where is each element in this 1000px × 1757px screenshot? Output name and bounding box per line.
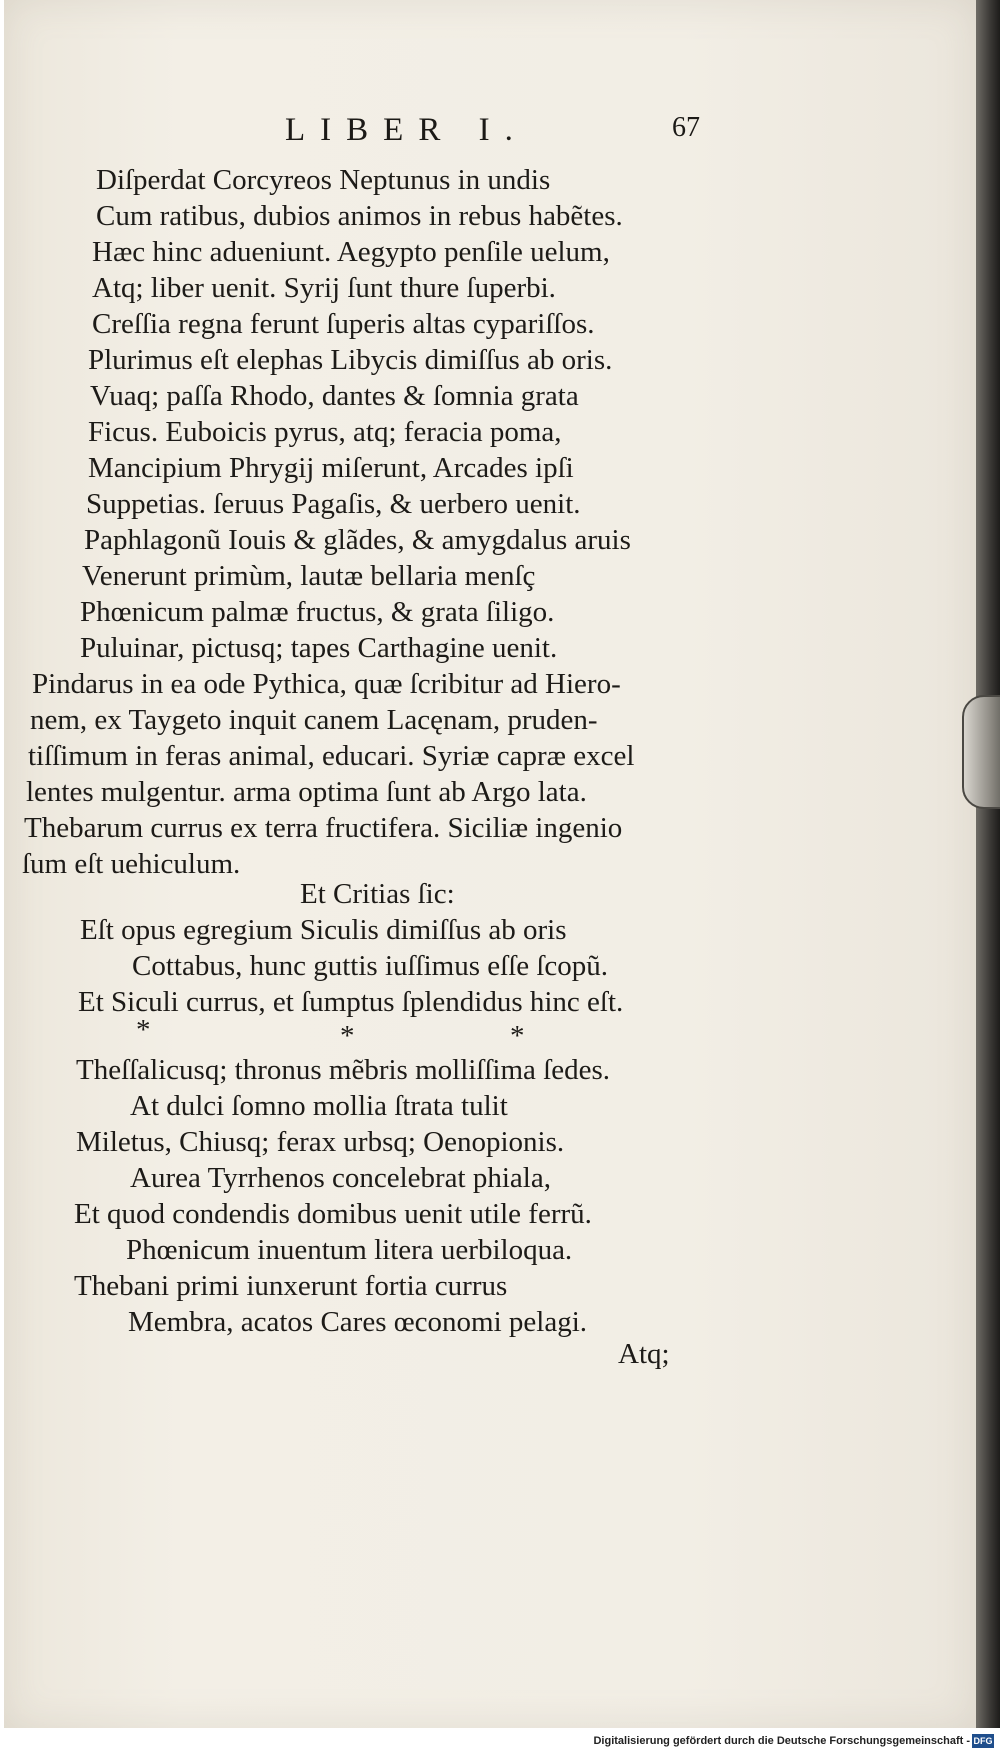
prose-line: tiſſimum in feras animal, educari. Syriæ capræ excel bbox=[28, 740, 635, 772]
poem-line: Mancipium Phrygij miſerunt, Arcades ipſi bbox=[88, 452, 574, 484]
poem-line: Diſperdat Corcyreos Neptunus in undis bbox=[96, 164, 551, 196]
asterisk: * bbox=[340, 1020, 355, 1052]
poem-line: Ficus. Euboicis pyrus, atq; feracia poma, bbox=[88, 416, 562, 448]
critias-heading: Et Critias ſic: bbox=[300, 878, 455, 910]
poem-line: Hæc hinc adueniunt. Aegypto penſile uelum, bbox=[92, 236, 610, 268]
poem-line: Et quod condendis domibus uenit utile ferrũ. bbox=[74, 1198, 592, 1230]
asterisk: * bbox=[136, 1014, 151, 1046]
book-spine-edge bbox=[976, 0, 1000, 1728]
poem-line: Theſſalicusq; thronus mẽbris molliſſima ſedes. bbox=[76, 1054, 610, 1086]
poem-line: Vuaq; paſſa Rhodo, dantes & ſomnia grata bbox=[90, 380, 579, 412]
poem-line: Cottabus, hunc guttis iuſſimus eſſe ſcopũ. bbox=[132, 950, 609, 982]
poem-line: At dulci ſomno mollia ſtrata tulit bbox=[130, 1090, 508, 1122]
prose-line: nem, ex Taygeto inquit canem Lacęnam, pruden- bbox=[30, 704, 598, 736]
poem-line: Aurea Tyrrhenos concelebrat phiala, bbox=[130, 1162, 551, 1194]
catchword: Atq; bbox=[618, 1338, 670, 1370]
poem-line: Paphlagonũ Iouis & glãdes, & amygdalus aruis bbox=[84, 524, 631, 556]
prose-line: lentes mulgentur. arma optima ſunt ab Argo lata. bbox=[26, 776, 587, 808]
prose-line: ſum eſt uehiculum. bbox=[22, 848, 241, 880]
digitization-footer bbox=[0, 1728, 1000, 1757]
poem-line: Membra, acatos Cares œconomi pelagi. bbox=[128, 1306, 588, 1338]
poem-line: Puluinar, pictusq; tapes Carthagine uenit. bbox=[80, 632, 558, 664]
poem-line: Thebani primi iunxerunt fortia currus bbox=[74, 1270, 508, 1302]
asterisk: * bbox=[510, 1020, 525, 1052]
page-number: 67 bbox=[672, 112, 700, 143]
poem-line: Et Siculi currus, et ſumptus ſplendidus hinc eſt. bbox=[78, 986, 624, 1018]
dfg-logo-icon: DFG bbox=[973, 1736, 993, 1746]
poem-line: Miletus, Chiusq; ferax urbsq; Oenopionis. bbox=[76, 1126, 565, 1158]
prose-line: Pindarus in ea ode Pythica, quæ ſcribitur ad Hiero- bbox=[32, 668, 621, 700]
funding-credit: Digitalisierung gefördert durch die Deutsche Forschungsgemeinschaft - bbox=[593, 1735, 970, 1747]
poem-line: Atq; liber uenit. Syrij ſunt thure ſuperbi. bbox=[92, 272, 556, 304]
poem-line: Venerunt primùm, lautæ bellaria menſç bbox=[82, 560, 536, 592]
running-head: LIBER I. bbox=[285, 112, 528, 148]
poem-line: Eſt opus egregium Siculis dimiſſus ab oris bbox=[80, 914, 567, 946]
poem-line: Phœnicum palmæ fructus, & grata ſiligo. bbox=[80, 596, 555, 628]
poem-line: Plurimus eſt elephas Libycis dimiſſus ab oris. bbox=[88, 344, 613, 376]
poem-line: Phœnicum inuentum litera uerbiloqua. bbox=[126, 1234, 573, 1266]
prose-line: Thebarum currus ex terra fructifera. Siciliæ ingenio bbox=[24, 812, 623, 844]
poem-line: Creſſia regna ferunt ſuperis altas cypariſſos. bbox=[92, 308, 595, 340]
poem-line: Cum ratibus, dubios animos in rebus habẽtes. bbox=[96, 200, 623, 232]
poem-line: Suppetias. ſeruus Pagaſis, & uerbero uenit. bbox=[86, 488, 581, 520]
